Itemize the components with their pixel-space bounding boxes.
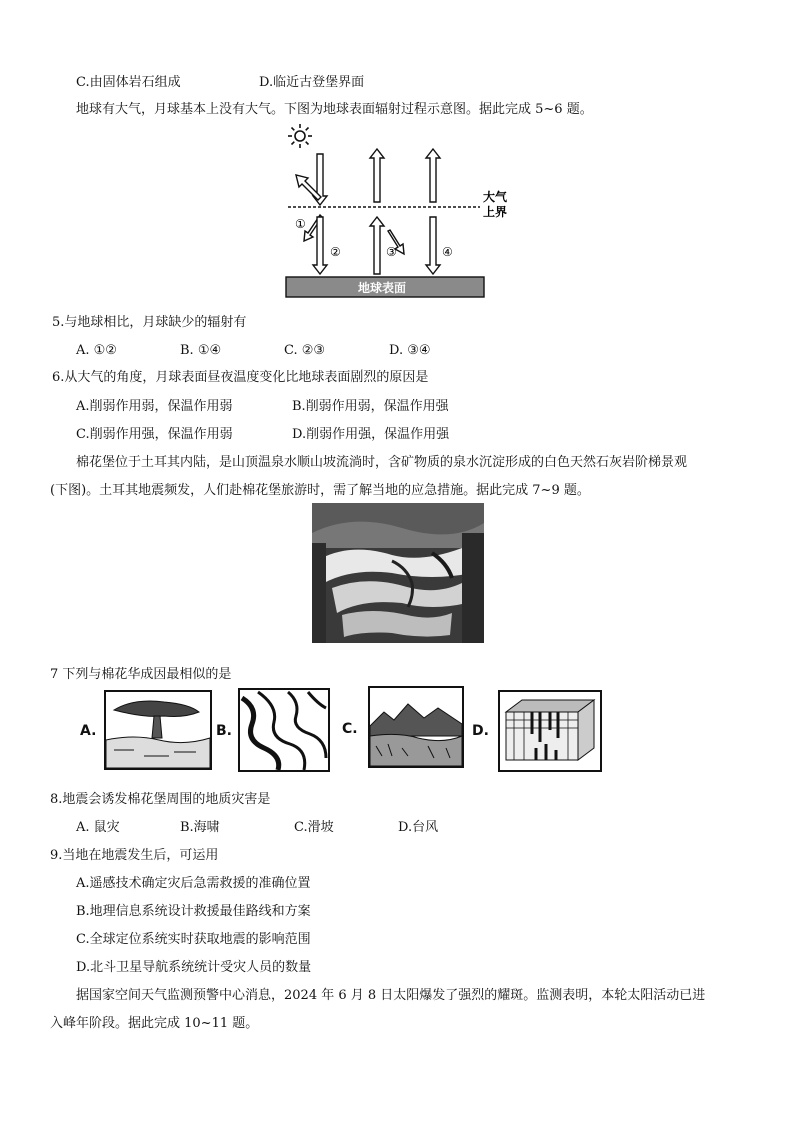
q7-stem: 7 下列与棉花华成因最相似的是 xyxy=(50,667,232,682)
q8-option-b: B.海啸 xyxy=(180,820,220,835)
q8-stem: 8.地震会诱发棉花堡周围的地质灾害是 xyxy=(50,792,271,807)
marker-4: ④ xyxy=(442,245,453,259)
q7-image-c xyxy=(368,686,464,768)
pamukkale-photo xyxy=(312,503,484,643)
q7-label-a: A. xyxy=(80,723,97,739)
q9-option-d: D.北斗卫星导航系统统计受灾人员的数量 xyxy=(76,960,312,975)
radiation-diagram xyxy=(280,122,520,302)
intro-10-11-line1: 据国家空间天气监测预警中心消息，2024 年 6 月 8 日太阳爆发了强烈的耀斑。监测表明，本轮太阳活动已进 xyxy=(76,988,706,1003)
q6-option-c: C.削弱作用强，保温作用弱 xyxy=(76,427,233,442)
q9-option-a: A.遥感技术确定灾后急需救援的准确位置 xyxy=(76,876,311,891)
q9-option-b: B.地理信息系统设计救援最佳路线和方案 xyxy=(76,904,311,919)
intro-5-6: 地球有大气，月球基本上没有大气。下图为地球表面辐射过程示意图。据此完成 5~6 题。 xyxy=(76,102,593,117)
q7-label-c: C. xyxy=(342,721,358,737)
q5-option-b: B. ①④ xyxy=(180,343,222,358)
q9-stem: 9.当地在地震发生后，可运用 xyxy=(50,848,219,863)
intro-7-9-line1: 棉花堡位于土耳其内陆，是山顶温泉水顺山坡流淌时，含矿物质的泉水沉淀形成的白色天然石灰岩阶梯景观 xyxy=(76,455,688,470)
q7-label-b: B. xyxy=(216,723,232,739)
q6-stem: 6.从大气的角度，月球表面昼夜温度变化比地球表面剧烈的原因是 xyxy=(52,370,429,385)
q6-option-b: B.削弱作用弱，保温作用强 xyxy=(292,399,449,414)
q7-image-a xyxy=(104,690,212,770)
q7-label-d: D. xyxy=(472,723,489,739)
q4-option-c: C.由固体岩石组成 xyxy=(76,75,181,90)
q8-option-a: A. 鼠灾 xyxy=(76,820,120,835)
q4-option-d: D.临近古登堡界面 xyxy=(259,75,365,90)
q8-option-d: D.台风 xyxy=(398,820,439,835)
arrow-ground-radiation-up xyxy=(370,149,384,202)
q6-option-d: D.削弱作用强，保温作用强 xyxy=(292,427,450,442)
atmosphere-label: 大气 xyxy=(483,190,508,204)
sun-icon xyxy=(288,124,312,148)
arrow-atmos-radiation-up xyxy=(426,149,440,202)
marker-1: ① xyxy=(295,217,306,231)
intro-10-11-line2: 入峰年阶段。据此完成 10~11 题。 xyxy=(50,1016,259,1031)
atmosphere-label-2: 上界 xyxy=(483,205,508,219)
q9-option-c: C.全球定位系统实时获取地震的影响范围 xyxy=(76,932,311,947)
q5-option-c: C. ②③ xyxy=(284,343,326,358)
q6-option-a: A.削弱作用弱，保温作用弱 xyxy=(76,399,233,414)
marker-3: ③ xyxy=(386,245,397,259)
q5-option-d: D. ③④ xyxy=(389,343,431,358)
arrow-4 xyxy=(426,217,440,274)
ground-label: 地球表面 xyxy=(358,281,407,295)
q7-image-d xyxy=(498,690,602,772)
q5-stem: 5.与地球相比，月球缺少的辐射有 xyxy=(52,315,247,330)
marker-2: ② xyxy=(330,245,341,259)
arrow-3 xyxy=(370,217,384,274)
q7-image-b xyxy=(238,688,330,772)
q5-option-a: A. ①② xyxy=(76,343,117,358)
intro-7-9-line2: (下图)。土耳其地震频发，人们赴棉花堡旅游时，需了解当地的应急措施。据此完成 7~9 题。 xyxy=(50,483,590,498)
q8-option-c: C.滑坡 xyxy=(294,820,334,835)
